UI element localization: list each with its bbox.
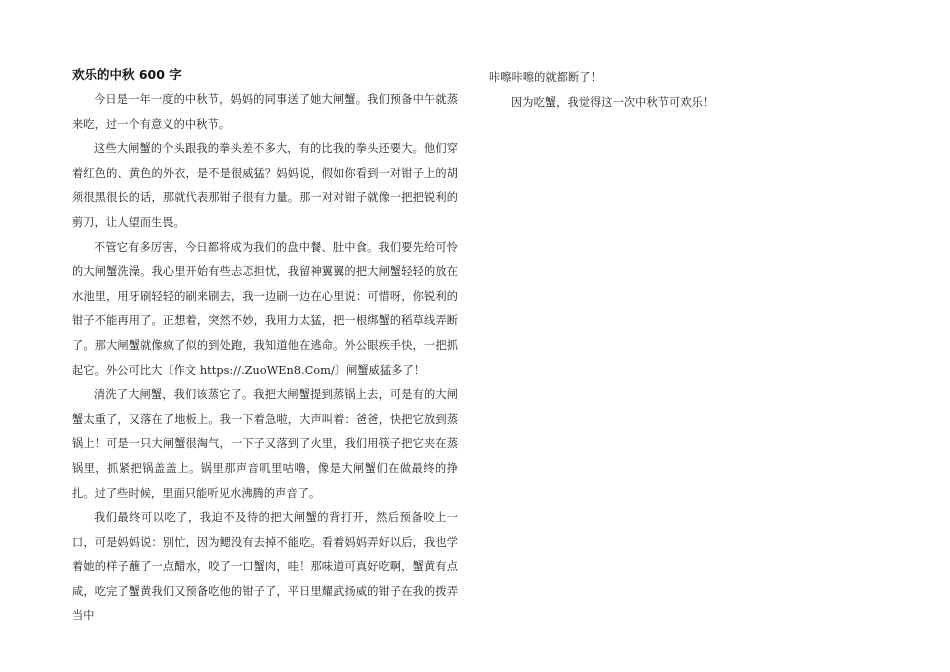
paragraph-conclusion: 因为吃蟹，我觉得这一次中秋节可欢乐！ [511,95,715,109]
right-column [489,66,875,115]
paragraph-washing-crab: 不管它有多厉害，今日都将成为我们的盘中餐、肚中食。我们要先给可怜的大闸蟹洗澡。我心里开始有些忐忑担忧，我留神翼翼的把大闸蟹轻轻的放在水池里，用牙刷轻轻的刷来刷去，我一边刷一边在心里说：可惜呀，你锐利的钳子不能再用了。正想着，突然不妙，我用力太猛，把一根绑蟹的稻草线弄断了。那大闸蟹就像疯了似的到处跑，我知道他在逃命。外公眼疾手快，一把抓起它。外公可比大〔作文 https://.ZuoWEn8.Com/〕闸蟹威猛多了！ [72,240,458,377]
document-title: 欢乐的中秋 600 字 [72,67,182,82]
paragraph-intro: 今日是一年一度的中秋节，妈妈的同事送了她大闸蟹。我们预备中午就蒸来吃，过一个有意义的中秋节。 [72,93,458,131]
paragraph-crab-appearance: 这些大闸蟹的个头跟我的拳头差不多大，有的比我的拳头还要大。他们穿着红色的、黄色的外衣，是不是很威猛？妈妈说，假如你看到一对钳子上的胡须很黑很长的话，那就代表那钳子很有力量。那一对对钳子就像一把把锐利的剪刀，让人望而生畏。 [72,142,458,229]
paragraph-continuation: 咔嚓咔嚓的就都断了！ [489,71,602,84]
paragraph-eating-crab: 我们最终可以吃了，我迫不及待的把大闸蟹的背打开，然后预备咬上一口，可是妈妈说：别忙，因为鳃没有去掉不能吃。看着妈妈弄好以后，我也学着她的样子蘸了一点醋水，咬了一口蟹肉，哇！那味道可真好吃啊，蟹黄有点咸，吃完了蟹黄我们又预备吃他的钳子了，平日里耀武扬威的钳子在我的拨弄当中 [72,511,458,623]
left-column [72,66,458,629]
paragraph-steaming-crab: 清洗了大闸蟹，我们该蒸它了。我把大闸蟹提到蒸锅上去，可是有的大闸蟹太重了，又落在了地板上。我一下着急啦，大声叫着：爸爸，快把它放到蒸锅上！可是一只大闸蟹很淘气，一下子又落到了火里，我们用筷子把它夹在蒸锅里，抓紧把锅盖盖上。锅里那声音叽里咕噜，像是大闸蟹们在做最终的挣扎。过了些时候，里面只能听见水沸腾的声音了。 [72,388,458,500]
